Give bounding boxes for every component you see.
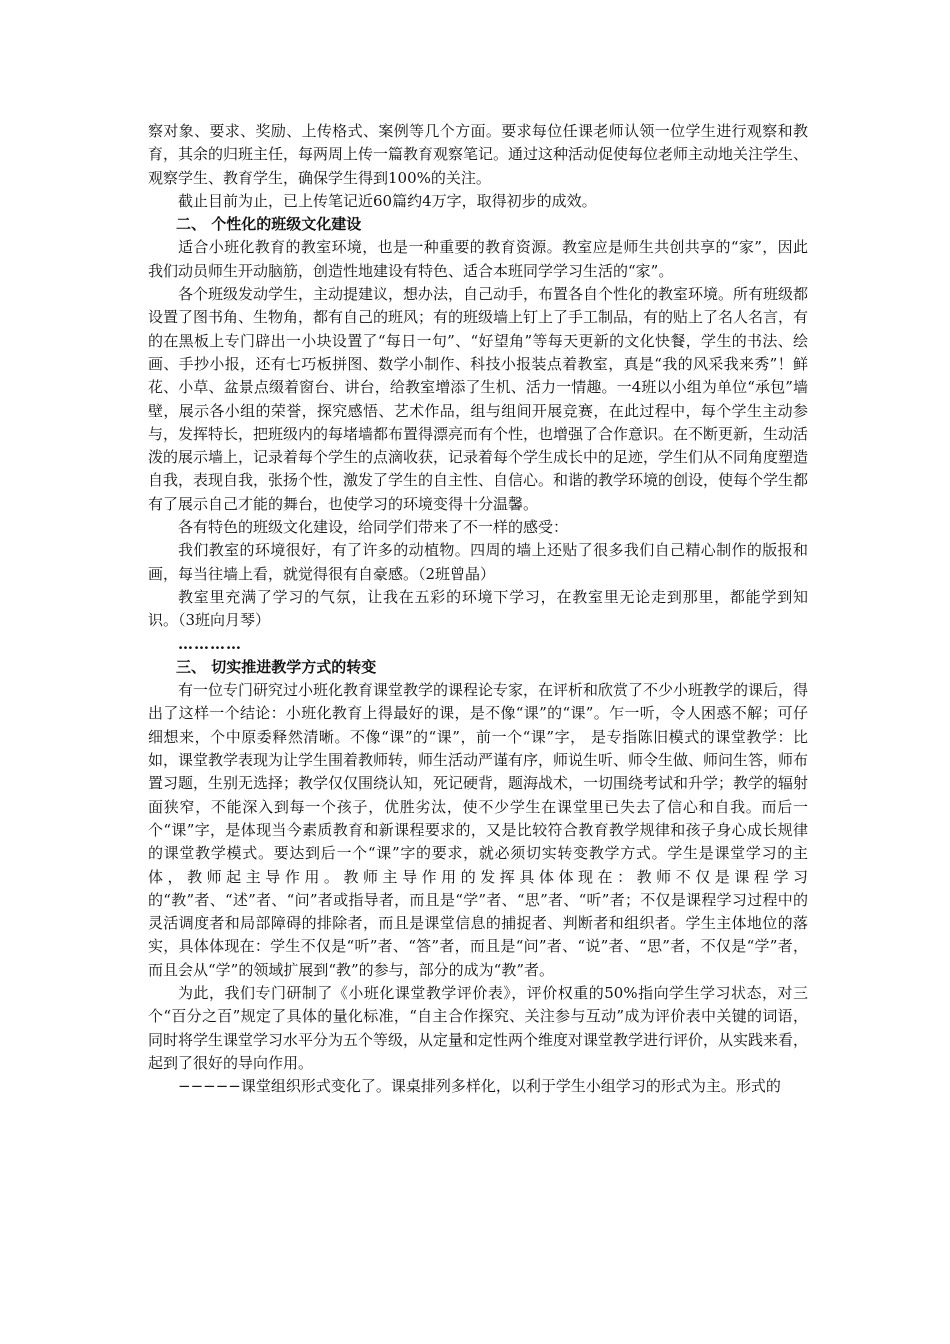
section-heading-class-culture: 二、 个性化的班级文化建设 <box>176 215 362 234</box>
document-page <box>148 120 808 1098</box>
paragraph-organization-forms: −−−−−课堂组织形式变化了。课桌排列多样化，以利于学生小组学习的形式为主。形式的 <box>178 1077 781 1096</box>
paragraph-quote-class3: 教室里充满了学习的气氛，让我在五彩的环境下学习，在教室里无论走到那里，都能学到知识。（3班向月琴） <box>148 587 808 630</box>
paragraph-quote-class2: 我们教室的环境很好，有了许多的动植物。四周的墙上还贴了很多我们自己精心制作的版报和画，每当往墙上看，就觉得很有自豪感。（2班曾晶） <box>148 541 808 583</box>
ellipsis-separator: ………… <box>178 634 242 653</box>
paragraph-notes-count: 截止目前为止，已上传笔记近60篇约4万字，取得初步的成效。 <box>178 191 597 210</box>
section-heading-teaching-methods: 三、 切实推进教学方式的转变 <box>176 657 377 676</box>
paragraph-class-decoration: 各个班级发动学生，主动提建议，想办法，自己动手，布置各自个性化的教室环境。所有班级都设置了图书角、生物角，都有自己的班风；有的班级墙上钉上了手工制品，有的贴上了名人名言，有的在黑板上专门辟出一小块设置了“每日一句”、“好望角”等每天更新的文化快餐，学生的书法、绘画、手抄小报，还有七巧板拼图、数学小制作、科技小报装点着教室，真是“我的风采我来秀”！鲜花、小草、盆景点缀着窗台、讲台，给教室增添了生机、活力一情趣。一4班以小组为单位“承包”墙壁，展示各小组的荣誉，探究感悟、艺术作品，组与组间开展竞赛，在此过程中，每个学生主动参与，发挥特长，把班级内的每堵墙都布置得漂亮而有个性，也增强了合作意识。在不断更新，生动活泼的展示墙上，记录着每个学生的点滴收获，记录着每个学生成长中的足迹，学生们从不同角度塑造自我，表现自我，张扬个性，激发了学生的自主性、自信心。和谐的教学环境的创设，使每个学生都有了展示自己才能的舞台，也使学习的环境变得十分温馨。 <box>148 285 809 513</box>
paragraph-evaluation-form: 为此，我们专门研制了《小班化课堂教学评价表》，评价权重的50%指向学生学习状态，对三个“百分之百”规定了具体的量化标准，“自主合作探究、关注参与互动”成为评价表中关键的词语，同时将学生课堂学习水平分为五个等级，从定量和定性两个维度对课堂教学进行评价，从实践来看，起到了很好的导向作用。 <box>148 983 809 1072</box>
paragraph-observation-notes: 察对象、要求、奖励、上传格式、案例等几个方面。要求每位任课老师认领一位学生进行观察和教育，其余的归班主任，每两周上传一篇教育观察笔记。通过这种活动促使每位老师主动地关注学生、观察学生、教育学生，确保学生得到100%的关注。 <box>148 122 809 187</box>
paragraph-classroom-environment: 适合小班化教育的教室环境，也是一种重要的教育资源。教室应是师生共创共享的“家”，因此我们动员师生开动脑筋，创造性地建设有特色、适合本班同学学习生活的“家”。 <box>148 238 808 280</box>
paragraph-student-feelings: 各有特色的班级文化建设，给同学们带来了不一样的感受： <box>178 518 569 537</box>
paragraph-expert-conclusion: 有一位专门研究过小班化教育课堂教学的课程论专家，在评析和欣赏了不少小班教学的课后，得出了这样一个结论：小班化教育上得最好的课，是不像“课”的“课”。乍一听，令人困惑不解；可仔细想来，个中原委释然清晰。不像“课”的“课”，前一个“课”字， 是专指陈旧模式的课堂教学：比如，课堂教学表现为让学生围着教师转，师生活动严谨有序，师说生听、师令生做、师问生答，师布置习题，生别无选择；教学仅仅围绕认知，死记硬背，题海战术，一切围绕考试和升学；教学的辐射面狭窄，不能深入到每一个孩子，优胜劣汰，使不少学生在课堂里已失去了信心和自我。而后一个“课”字，是体现当今素质教育和新课程要求的，又是比较符合教育教学规律和孩子身心成长规律的课堂教学模式。要达到后一个“课”字的要求，就必须切实转变教学方式。学生是课堂学习的主体，教师起主导作用。教师主导作用的发挥具体体现在：教师不仅是课程学习的“教”者、“述”者、“问”者或指导者，而且是“学”者、“思”者、“听”者；不仅是课程学习过程中的灵活调度者和局部障碍的排除者，而且是课堂信息的捕捉者、判断者和组织者。学生主体地位的落实，具体体现在：学生不仅是“听”者、“答”者，而且是“问”者、“说”者、“思”者，不仅是“学”者，而且会从“学”的领域扩展到“教”的参与，部分的成为“教”者。 <box>148 681 809 979</box>
